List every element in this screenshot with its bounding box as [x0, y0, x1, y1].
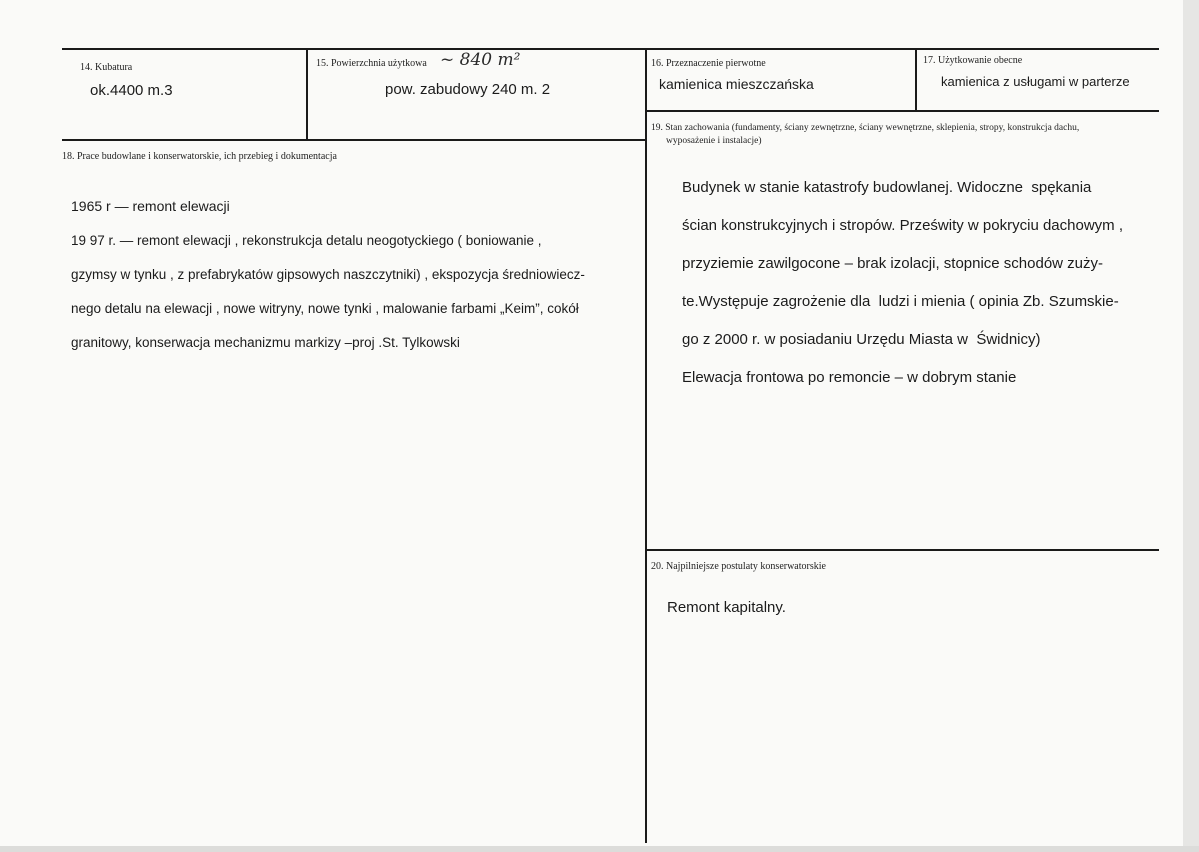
section20-top [646, 549, 1159, 551]
field-16-value: kamienica mieszczańska [659, 76, 814, 92]
field-18-line: 19 97 r. — remont elewacji , rekonstrukcja detalu neogotyckiego ( boniowanie , [71, 233, 542, 248]
field-14-value: ok.4400 m.3 [90, 82, 173, 99]
scan-edge-right [1183, 0, 1199, 852]
field-19-line: Elewacja frontowa po remoncie – w dobrym stanie [682, 369, 1017, 386]
row1-bottom-left [62, 139, 646, 141]
field-19-line: go z 2000 r. w posiadaniu Urzędu Miasta w Świdnicy) [682, 331, 1041, 348]
field-19-line: ścian konstrukcyjnych i stropów. Prześwity w pokryciu dachowym , [682, 217, 1123, 234]
field-19-line: Budynek w stanie katastrofy budowlanej. Widoczne spękania [682, 179, 1092, 196]
field-18-line: nego detalu na elewacji , nowe witryny, nowe tynki , malowanie farbami „Keim”, cokół [71, 301, 579, 316]
field-17-label: 17. Użytkowanie obecne [923, 55, 1023, 66]
field-19-label-cont: wyposażenie i instalacje) [666, 136, 762, 146]
top-border [62, 48, 1159, 50]
field-17-value: kamienica z usługami w parterze [941, 74, 1130, 89]
field-18-label: 18. Prace budowlane i konserwatorskie, ich przebieg i dokumentacja [62, 151, 337, 162]
field-14-label: 14. Kubatura [80, 62, 133, 73]
field-16-label: 16. Przeznaczenie pierwotne [651, 58, 766, 69]
field-20-value: Remont kapitalny. [667, 599, 786, 616]
field-18-text [71, 181, 631, 368]
field-19-label: 19. Stan zachowania (fundamenty, ściany zewnętrzne, ściany wewnętrzne, sklepienia, stropy, konstrukcja dachu, [651, 123, 1080, 133]
divider-14-15 [306, 48, 308, 140]
divider-16-17 [915, 48, 917, 111]
field-19-line: przyziemie zawilgocone – brak izolacji, stopnice schodów zuży- [682, 255, 1104, 272]
field-18-line: 1965 r — remont elewacji [71, 198, 230, 214]
row1-bottom-right [646, 110, 1159, 112]
field-18-line: gzymsy w tynku , z prefabrykatów gipsowych naszczytniki) , ekspozycja średniowiecz- [71, 267, 585, 282]
field-18-line: granitowy, konserwacja mechanizmu markizy –proj .St. Tylkowski [71, 335, 460, 350]
field-19-line: te.Występuje zagrożenie dla ludzi i mienia ( opinia Zb. Szumskie- [682, 293, 1119, 310]
field-19-text [682, 159, 1147, 406]
divider-main [645, 48, 647, 843]
scan-edge-bottom [0, 846, 1199, 852]
field-20-label: 20. Najpilniejsze postulaty konserwatorskie [651, 561, 826, 572]
field-15-label: 15. Powierzchnia użytkowa [316, 58, 427, 69]
field-15-value: pow. zabudowy 240 m. 2 [385, 81, 551, 98]
field-15-handwritten-value: ~ 840 m² [440, 50, 521, 70]
